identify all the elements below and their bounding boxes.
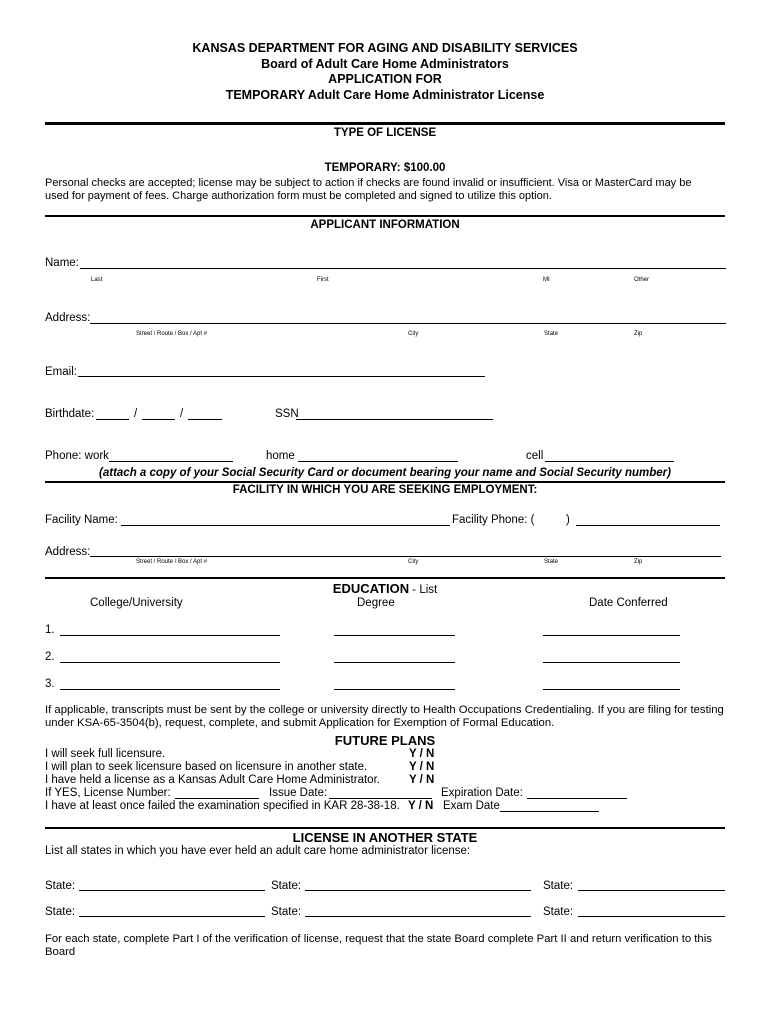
- ssn-attach-note: (attach a copy of your Social Security Card or document bearing your name and Social Security number): [99, 467, 671, 479]
- degree-column-header: Degree: [357, 597, 395, 609]
- facility-zip-caption: Zip: [634, 559, 643, 565]
- board-title: Board of Adult Care Home Administrators: [261, 57, 509, 71]
- section-divider: [45, 481, 725, 483]
- license-fee: TEMPORARY: $100.00: [324, 162, 446, 174]
- yn-choice[interactable]: Y / N: [409, 748, 435, 760]
- phone-cell-field[interactable]: [545, 461, 674, 462]
- state-label: State:: [45, 906, 76, 918]
- facility-state-caption: State: [544, 559, 559, 565]
- payment-note-line1: Personal checks are accepted; license may be subject to action if checks are found invalid or insufficient. Visa or MasterCard may be: [45, 177, 692, 189]
- agency-title: KANSAS DEPARTMENT FOR AGING AND DISABILITY SERVICES: [192, 41, 578, 55]
- facility-phone-field[interactable]: [576, 525, 720, 526]
- birthdate-month-field[interactable]: [96, 419, 129, 420]
- education-heading: EDUCATION - List: [332, 581, 438, 596]
- facility-address-label: Address:: [45, 546, 91, 558]
- state-field[interactable]: [305, 890, 531, 891]
- verification-note: For each state, complete Part I of the verification of license, request that the state Board complete Part II and return verification to this Board: [45, 933, 712, 958]
- payment-note-line2: used for payment of fees. Charge authorization form must be completed and signed to utilize this option.: [45, 190, 552, 202]
- license-number-label: If YES, License Number:: [45, 787, 171, 799]
- college-column-header: College/University: [90, 597, 183, 609]
- form-title: TEMPORARY Adult Care Home Administrator License: [225, 88, 545, 102]
- future-plans-heading: FUTURE PLANS: [334, 733, 436, 748]
- section-divider: [45, 827, 725, 829]
- birthdate-label: Birthdate:: [45, 408, 95, 420]
- state-field[interactable]: [578, 916, 725, 917]
- name-label: Name:: [45, 257, 79, 269]
- plan-full-licensure: I will seek full licensure.: [45, 748, 166, 760]
- ssn-label: SSN: [275, 408, 299, 420]
- other-state-instruction: List all states in which you have ever held an adult care home administrator license:: [45, 845, 471, 857]
- education-date-field[interactable]: [543, 689, 680, 690]
- facility-name-field[interactable]: [121, 525, 450, 526]
- birthdate-slash: /: [180, 408, 184, 420]
- phone-home-label: home: [266, 450, 295, 462]
- application-for: APPLICATION FOR: [328, 72, 442, 86]
- phone-cell-label: cell: [526, 450, 544, 462]
- plan-failed-exam: I have at least once failed the examination specified in KAR 28-38-18.: [45, 800, 400, 812]
- name-other-caption: Other: [634, 277, 650, 283]
- education-date-field[interactable]: [543, 662, 680, 663]
- transcripts-note: If applicable, transcripts must be sent by the college or university directly to Health Occupations Credentialing. If you are filing for testing under KSA-65-3504(b), request, complete, and submit Application for Exemption of Formal Education.: [45, 704, 724, 729]
- section-divider: [45, 122, 725, 125]
- plan-other-state: I will plan to seek licensure based on licensure in another state.: [45, 761, 368, 773]
- name-field[interactable]: [80, 268, 726, 269]
- name-mi-caption: MI: [543, 277, 550, 283]
- address-label: Address:: [45, 312, 91, 324]
- address-city-caption: City: [408, 331, 419, 337]
- address-street-caption: Street / Route / Box / Apt #: [136, 331, 208, 337]
- facility-address-field[interactable]: [90, 556, 721, 557]
- issue-date-field[interactable]: [329, 798, 432, 799]
- education-college-field[interactable]: [60, 635, 280, 636]
- phone-work-field[interactable]: [109, 461, 233, 462]
- phone-work-label: Phone: work: [45, 450, 109, 462]
- yn-choice[interactable]: Y / N: [409, 774, 435, 786]
- birthdate-slash: /: [134, 408, 138, 420]
- section-divider: [45, 577, 725, 579]
- facility-city-caption: City: [408, 559, 419, 565]
- ssn-field[interactable]: [296, 419, 493, 420]
- education-degree-field[interactable]: [334, 689, 455, 690]
- license-number-field[interactable]: [175, 798, 259, 799]
- birthdate-day-field[interactable]: [142, 419, 175, 420]
- education-college-field[interactable]: [60, 662, 280, 663]
- facility-phone-paren: ): [566, 514, 570, 526]
- address-field[interactable]: [90, 323, 726, 324]
- expiration-date-label: Expiration Date:: [441, 787, 523, 799]
- state-label: State:: [45, 880, 76, 892]
- email-label: Email:: [45, 366, 77, 378]
- address-zip-caption: Zip: [634, 331, 643, 337]
- education-row-number: 1.: [45, 624, 55, 636]
- facility-street-caption: Street / Route / Box / Apt #: [136, 559, 208, 565]
- yn-choice[interactable]: Y / N: [408, 800, 434, 812]
- state-field[interactable]: [79, 916, 265, 917]
- birthdate-year-field[interactable]: [188, 419, 222, 420]
- state-label: State:: [543, 880, 574, 892]
- education-degree-field[interactable]: [334, 662, 455, 663]
- yn-choice[interactable]: Y / N: [409, 761, 435, 773]
- exam-date-field[interactable]: [500, 811, 599, 812]
- state-field[interactable]: [79, 890, 265, 891]
- address-state-caption: State: [544, 331, 559, 337]
- plan-held-kansas-license: I have held a license as a Kansas Adult Care Home Administrator.: [45, 774, 380, 786]
- facility-name-label: Facility Name:: [45, 514, 118, 526]
- education-college-field[interactable]: [60, 689, 280, 690]
- expiration-date-field[interactable]: [527, 798, 627, 799]
- state-label: State:: [543, 906, 574, 918]
- state-field[interactable]: [578, 890, 725, 891]
- facility-phone-label: Facility Phone: (: [452, 514, 535, 526]
- date-conferred-column-header: Date Conferred: [589, 597, 668, 609]
- facility-heading: FACILITY IN WHICH YOU ARE SEEKING EMPLOYMENT:: [232, 484, 538, 496]
- phone-home-field[interactable]: [298, 461, 458, 462]
- state-label: State:: [271, 906, 302, 918]
- state-label: State:: [271, 880, 302, 892]
- other-state-heading: LICENSE IN ANOTHER STATE: [292, 830, 478, 845]
- email-field[interactable]: [78, 376, 485, 377]
- education-degree-field[interactable]: [334, 635, 455, 636]
- exam-date-label: Exam Date: [443, 800, 500, 812]
- name-first-caption: First: [317, 277, 329, 283]
- issue-date-label: Issue Date:: [269, 787, 328, 799]
- applicant-info-heading: APPLICANT INFORMATION: [310, 219, 460, 231]
- state-field[interactable]: [305, 916, 531, 917]
- section-divider: [45, 215, 725, 217]
- type-of-license-heading: TYPE OF LICENSE: [333, 127, 437, 139]
- name-last-caption: Last: [91, 277, 103, 283]
- education-date-field[interactable]: [543, 635, 680, 636]
- education-row-number: 3.: [45, 678, 55, 690]
- education-row-number: 2.: [45, 651, 55, 663]
